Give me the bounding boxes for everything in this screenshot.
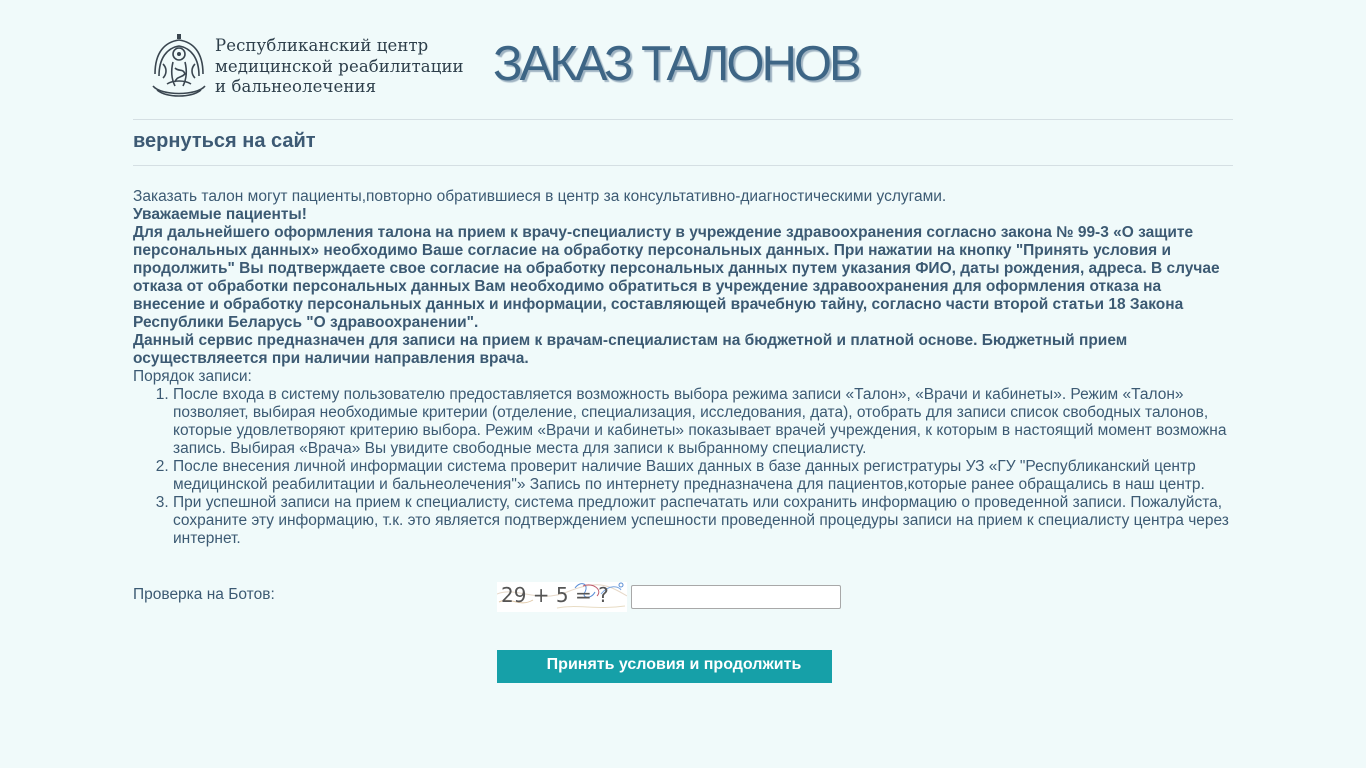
organization-name <box>215 36 464 98</box>
org-name-line-3: и бальнеолечения <box>215 77 377 96</box>
org-name-line-1: Республиканский центр <box>215 36 429 55</box>
captcha-label: Проверка на Ботов: <box>133 586 275 603</box>
back-bar <box>133 120 1233 166</box>
captcha-challenge-text: 29 + 5 = ? <box>501 583 609 607</box>
captcha-image <box>497 582 627 612</box>
greeting-text: Уважаемые пациенты! <box>133 206 307 223</box>
info-content <box>133 188 1233 624</box>
back-to-site-link[interactable]: вернуться на сайт <box>133 130 316 152</box>
accept-and-continue-button[interactable]: Принять условия и продолжить <box>497 650 832 683</box>
captcha-answer-input[interactable] <box>631 585 841 609</box>
service-info-text: Данный сервис предназначен для записи на прием к врачам-специалистам на бюджетной и платной основе. Бюджетный прием осуществляеется при наличии направления врача. <box>133 332 1128 367</box>
medical-emblem-icon <box>149 34 209 98</box>
captcha-row <box>133 584 1233 624</box>
procedure-title: Порядок записи: <box>133 368 252 385</box>
page-title: ЗАКАЗ ТАЛОНОВ <box>493 37 859 91</box>
consent-text: Для дальнейшего оформления талона на прием к врачу-специалисту в учреждение здравоохранения согласно закона № 99-3 «О защите персональных данных» необходимо Ваше согласие на обработку персональных данных. При нажатии на кнопку "Принять условия и продолжить" Вы подтверждаете свое согласие на обработку персональных данных путем указания ФИО, даты рождения, адреса. В случае отказа от обработки персональных данных Вам необходимо обратиться в учреждение здравоохранения для оформления отказа на внесение и обработку персональных данных и информации, составляющей врачебную тайну, согласно части второй статьи 18 Закона Республики Беларусь "О здравоохранении". <box>133 224 1220 331</box>
org-name-line-2: медицинской реабилитации <box>215 56 464 76</box>
procedure-steps-list <box>133 386 1233 548</box>
intro-text: Заказать талон могут пациенты,повторно обратившиеся в центр за консультативно-диагностическими услугами. <box>133 188 947 205</box>
page-header <box>133 0 1233 120</box>
procedure-step: 3. При успешной записи на прием к специалисту, система предложит распечатать или сохранить информацию о проведенной записи. Пожалуйста, сохраните эту информацию, т.к. это является подтверждением успешности проведенной процедуры записи на прием к специалисту центра через интернет. <box>173 494 1233 548</box>
procedure-step: 2. После внесения личной информации система проверит наличие Ваших данных в базе данных регистратуры УЗ «ГУ "Республиканский центр медицинской реабилитации и бальнеолечения"» Запись по интернету предназначена для пациентов,которые ранее обращались в наш центр. <box>173 458 1233 494</box>
page-container <box>133 0 1233 673</box>
procedure-step: 1. После входа в систему пользователю предоставляется возможность выбора режима записи «Талон», «Врачи и кабинеты». Режим «Талон» позволяет, выбирая необходимые критерии (отделение, специализация, исследования, дата), отобрать для записи список свободных талонов, которые удовлетворяют критерию выбора. Режим «Врачи и кабинеты» показывает врачей учреждения, к которым в настоящий момент возможна запись. Выбирая «Врача» Вы увидите свободные места для записи к выбранному специалисту. <box>173 386 1233 458</box>
